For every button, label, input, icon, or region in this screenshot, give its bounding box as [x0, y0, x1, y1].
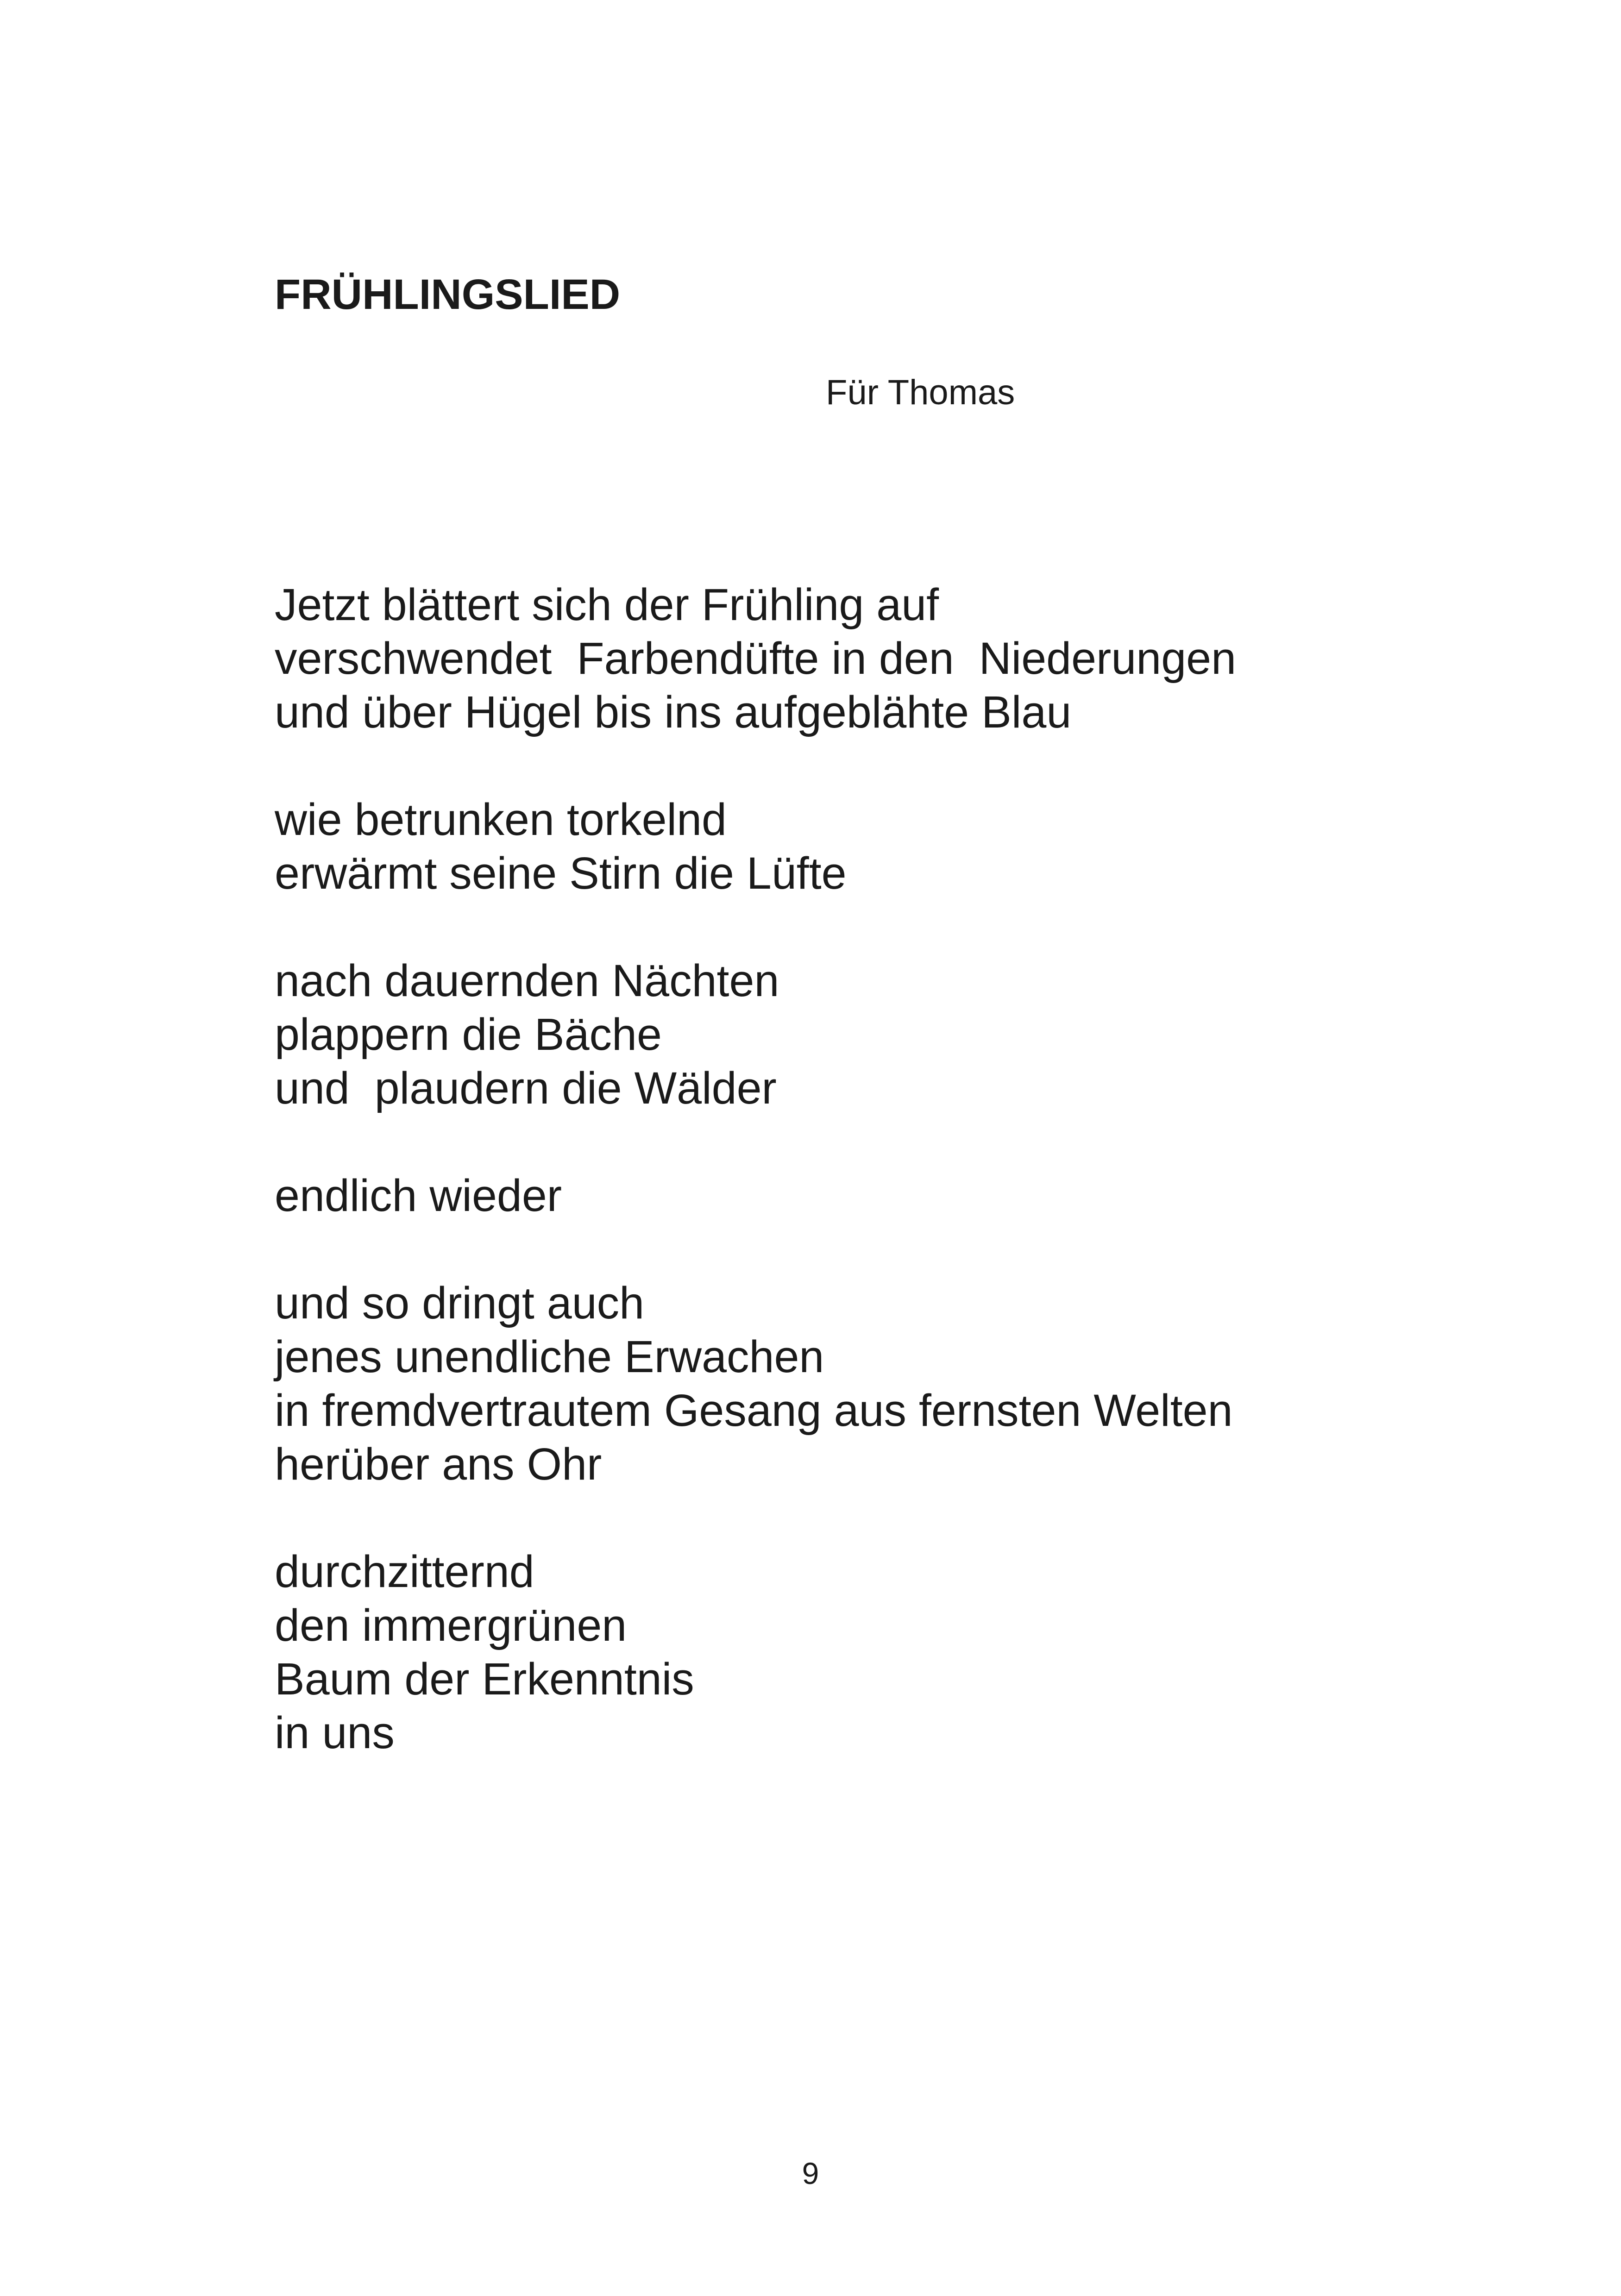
poem-line: und über Hügel bis ins aufgeblähte Blau: [275, 687, 1072, 737]
poem-line: nach dauernden Nächten: [275, 955, 779, 1006]
poem-line: durchzitternd: [275, 1546, 534, 1597]
poem-title: FRÜHLINGSLIED: [275, 271, 621, 318]
poem-line: verschwendet Farbendüfte in den Niederungen: [275, 633, 1237, 684]
poem-line: jenes unendliche Erwachen: [275, 1331, 824, 1382]
poem-line: wie betrunken torkelnd: [275, 794, 727, 845]
poem-line: in fremdvertrautem Gesang aus fernsten Welten: [275, 1385, 1233, 1436]
page-number: 9: [802, 2156, 819, 2190]
stanza: [275, 1169, 1479, 1223]
stanza: [275, 578, 1479, 739]
stanza: [275, 1545, 1479, 1760]
poem-line: herüber ans Ohr: [275, 1439, 602, 1489]
stanza: [275, 954, 1479, 1115]
poem-line: und so dringt auch: [275, 1278, 645, 1328]
poem-line: plappern die Bäche: [275, 1009, 662, 1060]
poem-line: in uns: [275, 1707, 395, 1758]
poem-body: [275, 578, 1479, 1813]
poem-line: den immergrünen: [275, 1600, 627, 1650]
dedication: Für Thomas: [826, 373, 1015, 412]
poem-line: endlich wieder: [275, 1170, 562, 1221]
poem-line: Jetzt blättert sich der Frühling auf: [275, 579, 939, 630]
poem-line: Baum der Erkenntnis: [275, 1654, 694, 1704]
stanza: [275, 793, 1479, 900]
poem-line: erwärmt seine Stirn die Lüfte: [275, 848, 847, 898]
poem-line: und plaudern die Wälder: [275, 1063, 777, 1113]
stanza: [275, 1276, 1479, 1491]
